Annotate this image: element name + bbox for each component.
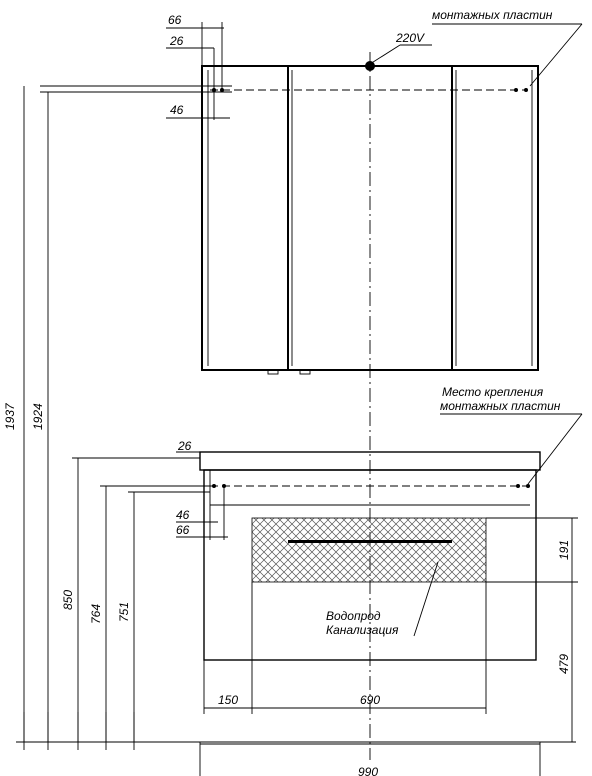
vanity-mount-hole-left [212, 484, 216, 488]
dim-764: 764 [89, 603, 103, 624]
dim-46-top: 46 [170, 103, 184, 117]
water-label-line2: Канализация [326, 623, 399, 637]
dim-66-mid: 66 [176, 523, 190, 537]
plumbing-zone [252, 518, 486, 582]
mount-note-line2: монтажных пластин [440, 399, 561, 413]
dim-26-mid: 26 [178, 439, 192, 453]
dim-1937: 1937 [3, 403, 17, 430]
mount-hole-right [514, 88, 518, 92]
mount-hole-right-2 [524, 88, 528, 92]
mount-note-line1: Место крепления [442, 385, 544, 399]
dim-990: 990 [358, 765, 379, 776]
vanity-mount-hole-right-2 [526, 484, 530, 488]
water-label-line1: Водопрод [326, 609, 381, 623]
dim-66-top: 66 [168, 13, 182, 27]
dim-751: 751 [117, 601, 131, 622]
power-point-icon [365, 61, 375, 71]
vanity-mount-hole-right [516, 484, 520, 488]
drawer-handle [288, 540, 452, 543]
dim-46-mid: 46 [176, 508, 190, 522]
voltage-label: 220V [396, 31, 425, 45]
dim-26-top: 26 [170, 34, 184, 48]
dim-191: 191 [557, 539, 571, 560]
dim-850: 850 [61, 589, 75, 610]
dim-690: 690 [360, 693, 381, 707]
top-mount-note: монтажных пластин [432, 8, 553, 22]
dim-1924: 1924 [31, 403, 45, 430]
dim-479: 479 [557, 653, 571, 674]
dim-150: 150 [218, 693, 239, 707]
